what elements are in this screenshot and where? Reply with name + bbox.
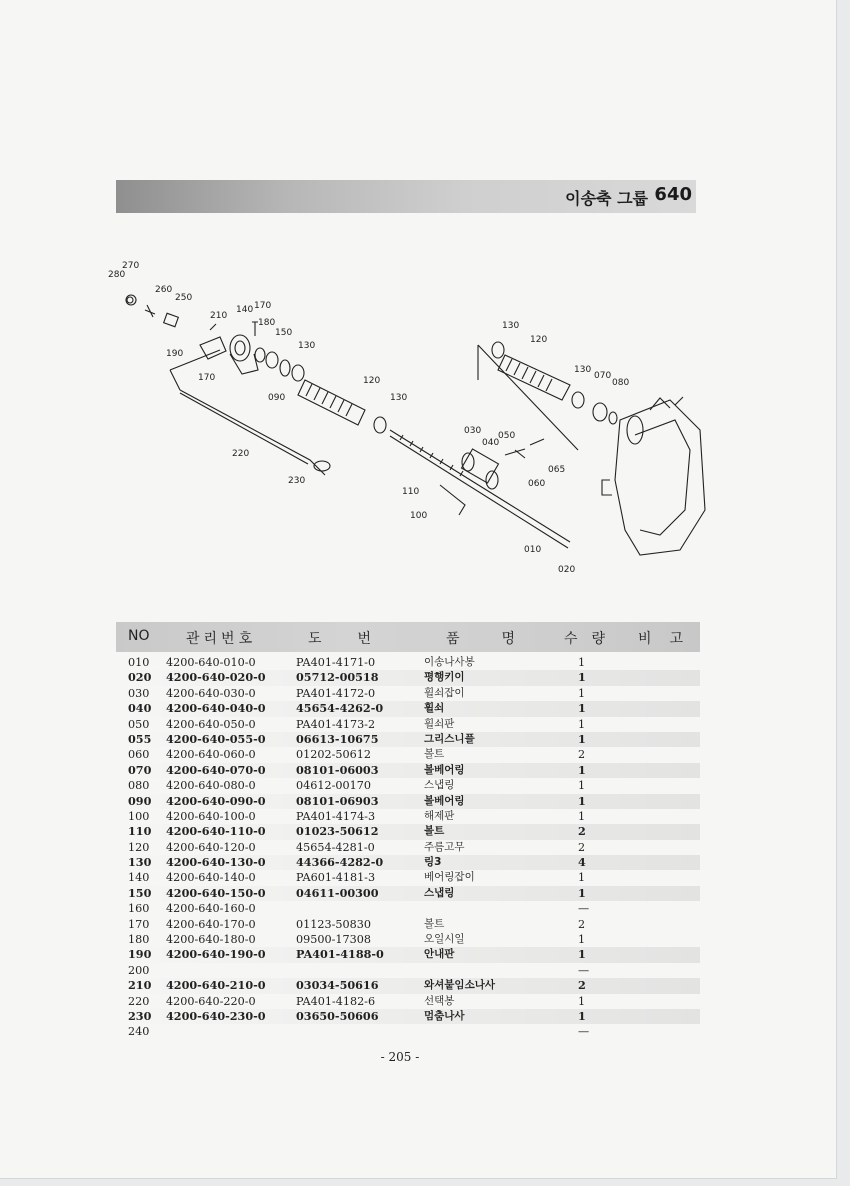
row-part-name: 해제판: [424, 809, 455, 822]
row-management-number: 4200-640-140-0: [166, 871, 256, 885]
part-130-b: [374, 417, 386, 433]
row-quantity: —: [578, 902, 590, 916]
table-row: [116, 870, 700, 885]
row-number: 030: [128, 686, 150, 700]
svg-text:150: 150: [275, 328, 293, 338]
svg-text:190: 190: [166, 349, 184, 359]
row-quantity: 1: [578, 994, 586, 1008]
row-quantity: 1: [578, 686, 586, 700]
svg-text:140: 140: [236, 305, 254, 315]
svg-text:080: 080: [612, 378, 630, 388]
table-row: [116, 717, 700, 732]
header-no: NO: [128, 628, 150, 644]
table-row: [116, 747, 700, 762]
part-220: [180, 390, 325, 475]
row-number: 170: [128, 917, 150, 931]
row-number: 200: [128, 963, 150, 977]
table-row: [116, 840, 700, 855]
part-130-d: [572, 392, 584, 408]
section-number: 640: [654, 184, 692, 205]
header-drawing-number: 도번: [308, 631, 408, 647]
row-management-number: 4200-640-170-0: [166, 917, 256, 931]
row-management-number: 4200-640-070-0: [166, 762, 266, 777]
svg-text:230: 230: [288, 476, 306, 486]
row-management-number: 4200-640-080-0: [166, 779, 256, 793]
svg-text:065: 065: [548, 465, 566, 475]
row-quantity: 1: [578, 793, 586, 808]
row-quantity: 1: [578, 779, 586, 793]
row-number: 210: [128, 978, 152, 993]
row-drawing-number: 05712-00518: [296, 670, 379, 685]
row-number: 050: [128, 717, 150, 731]
row-quantity: 1: [578, 1008, 586, 1023]
row-drawing-number: 01123-50830: [296, 917, 371, 931]
row-part-name: 스냅링: [424, 886, 455, 899]
row-quantity: 1: [578, 656, 586, 669]
row-part-name: 휠쇠: [424, 702, 445, 715]
row-drawing-number: 01023-50612: [296, 824, 379, 839]
row-part-name: 볼트: [424, 917, 445, 930]
row-management-number: 4200-640-010-0: [166, 656, 256, 669]
row-quantity: —: [578, 1025, 590, 1039]
row-number: 120: [128, 840, 150, 854]
svg-text:100: 100: [410, 511, 428, 521]
gearbox-housing: [602, 397, 705, 555]
row-number: 090: [128, 793, 152, 808]
row-drawing-number: 09500-17308: [296, 933, 371, 947]
row-management-number: 4200-640-220-0: [166, 994, 256, 1008]
table-row: [116, 917, 700, 932]
row-drawing-number: PA401-4182-6: [296, 994, 376, 1008]
svg-text:130: 130: [390, 393, 408, 403]
row-part-name: 휠쇠잡이: [424, 686, 465, 699]
row-management-number: 4200-640-210-0: [166, 978, 266, 993]
row-drawing-number: PA401-4173-2: [296, 717, 376, 731]
part-100: [440, 485, 465, 515]
row-part-name: 그리스니플: [424, 732, 475, 745]
row-drawing-number: 04612-00170: [296, 779, 371, 793]
svg-text:280: 280: [108, 270, 126, 280]
row-part-name: 오일시일: [424, 933, 465, 946]
svg-text:250: 250: [175, 293, 193, 303]
table-row: [116, 701, 700, 716]
row-quantity: 1: [578, 933, 586, 947]
row-number: 040: [128, 701, 152, 716]
row-management-number: 4200-640-060-0: [166, 748, 256, 762]
part-065: [530, 439, 544, 445]
diagram-part-labels: [108, 261, 629, 575]
table-row: [116, 932, 700, 947]
row-number: 070: [128, 762, 152, 777]
row-management-number: 4200-640-130-0: [166, 855, 266, 870]
row-management-number: 4200-640-110-0: [166, 824, 266, 839]
header-management-number: 관리번호: [186, 631, 257, 647]
header-quantity: 수량: [564, 631, 620, 647]
row-drawing-number: 45654-4281-0: [296, 840, 375, 854]
row-quantity: 1: [578, 762, 586, 777]
svg-text:050: 050: [498, 431, 516, 441]
row-quantity: 2: [578, 824, 586, 839]
part-190: [200, 337, 226, 359]
row-number: 190: [128, 947, 152, 962]
row-number: 140: [128, 871, 150, 885]
row-part-name: 스냅링: [424, 779, 455, 792]
part-130-a: [292, 365, 304, 381]
svg-text:270: 270: [122, 261, 140, 271]
row-quantity: —: [578, 963, 590, 977]
row-part-name: 베어링잡이: [424, 871, 475, 884]
table-row: [116, 855, 700, 870]
header-part-name: 품명: [446, 631, 558, 647]
row-drawing-number: PA401-4188-0: [296, 947, 384, 962]
table-row: [116, 978, 700, 993]
table-row: [116, 1024, 700, 1039]
svg-text:180: 180: [258, 318, 276, 328]
row-drawing-number: 03034-50616: [296, 978, 379, 993]
row-number: 150: [128, 885, 152, 900]
row-number: 180: [128, 933, 150, 947]
row-number: 020: [128, 670, 152, 685]
row-quantity: 1: [578, 731, 586, 746]
parts-drawing: [100, 250, 730, 595]
row-management-number: 4200-640-230-0: [166, 1008, 266, 1023]
page-number: - 205 -: [380, 1050, 420, 1064]
svg-text:030: 030: [464, 426, 482, 436]
table-row: [116, 886, 700, 901]
exploded-parts-diagram: [100, 250, 730, 595]
part-080: [609, 412, 617, 424]
table-row: [116, 901, 700, 916]
table-row: [116, 732, 700, 747]
row-quantity: 2: [578, 748, 586, 762]
parts-table-body: [116, 655, 700, 1040]
row-quantity: 2: [578, 840, 586, 854]
row-quantity: 1: [578, 871, 586, 885]
svg-text:020: 020: [558, 565, 576, 575]
part-150: [266, 352, 278, 368]
row-drawing-number: PA401-4171-0: [296, 656, 376, 669]
row-management-number: 4200-640-020-0: [166, 670, 266, 685]
part-120-left: [298, 380, 365, 425]
row-part-name: 휠쇠판: [424, 717, 455, 730]
row-quantity: 4: [578, 855, 586, 870]
svg-text:130: 130: [298, 341, 316, 351]
row-number: 055: [128, 731, 152, 746]
row-part-name: 볼트: [424, 825, 445, 838]
svg-text:070: 070: [594, 371, 612, 381]
part-050: [505, 449, 525, 458]
part-070: [593, 403, 607, 421]
row-part-name: 볼트: [424, 748, 445, 761]
row-management-number: 4200-640-150-0: [166, 885, 266, 900]
table-row: [116, 778, 700, 793]
section-header: [116, 180, 696, 213]
svg-text:170: 170: [198, 373, 216, 383]
svg-text:040: 040: [482, 438, 500, 448]
table-row: [116, 1009, 700, 1024]
header-remarks: 비고: [638, 631, 702, 647]
table-row: [116, 794, 700, 809]
row-quantity: 2: [578, 978, 586, 993]
row-drawing-number: PA401-4172-0: [296, 686, 376, 700]
row-management-number: 4200-640-100-0: [166, 809, 256, 823]
table-row: [116, 994, 700, 1009]
part-180: [255, 348, 265, 362]
svg-text:090: 090: [268, 393, 286, 403]
row-quantity: 1: [578, 947, 586, 962]
svg-text:010: 010: [524, 545, 542, 555]
row-number: 010: [128, 656, 150, 669]
row-drawing-number: PA401-4174-3: [296, 809, 376, 823]
svg-text:110: 110: [402, 487, 420, 497]
svg-text:130: 130: [502, 321, 520, 331]
row-quantity: 1: [578, 670, 586, 685]
svg-text:120: 120: [363, 376, 381, 386]
row-drawing-number: 03650-50606: [296, 1008, 379, 1023]
row-drawing-number: 01202-50612: [296, 748, 371, 762]
row-management-number: 4200-640-055-0: [166, 731, 266, 746]
row-number: 080: [128, 779, 150, 793]
row-management-number: 4200-640-190-0: [166, 947, 266, 962]
row-quantity: 1: [578, 885, 586, 900]
row-number: 100: [128, 809, 150, 823]
table-row: [116, 947, 700, 962]
svg-text:060: 060: [528, 479, 546, 489]
row-number: 240: [128, 1025, 150, 1039]
row-drawing-number: 06613-10675: [296, 731, 379, 746]
row-quantity: 2: [578, 917, 586, 931]
row-number: 110: [128, 824, 152, 839]
parts-table-header: [116, 622, 700, 652]
row-management-number: 4200-640-050-0: [166, 717, 256, 731]
row-drawing-number: 08101-06903: [296, 793, 379, 808]
row-management-number: 4200-640-180-0: [166, 933, 256, 947]
section-title: 이송축 그룹: [565, 189, 648, 208]
table-row: [116, 824, 700, 839]
row-part-name: 링3: [424, 856, 442, 869]
row-management-number: 4200-640-030-0: [166, 686, 256, 700]
row-quantity: 1: [578, 701, 586, 716]
row-number: 060: [128, 748, 150, 762]
part-130-c: [492, 342, 504, 358]
row-part-name: 볼베어링: [424, 763, 465, 776]
svg-text:170: 170: [254, 301, 272, 311]
row-drawing-number: 45654-4262-0: [296, 701, 384, 716]
row-part-name: 멈춤나사: [424, 1009, 465, 1022]
table-row: [116, 809, 700, 824]
row-quantity: 1: [578, 809, 586, 823]
part-030: [462, 449, 499, 489]
table-row: [116, 655, 700, 670]
row-drawing-number: 04611-00300: [296, 885, 379, 900]
part-140: [230, 335, 250, 361]
row-part-name: 안내판: [424, 948, 455, 961]
row-number: 160: [128, 902, 150, 916]
row-part-name: 주름고무: [424, 840, 465, 853]
row-part-name: 와셔붙임소나사: [424, 979, 496, 992]
row-number: 130: [128, 855, 152, 870]
row-number: 220: [128, 994, 150, 1008]
svg-text:120: 120: [530, 335, 548, 345]
row-management-number: 4200-640-040-0: [166, 701, 266, 716]
table-row: [116, 963, 700, 978]
row-drawing-number: PA601-4181-3: [296, 871, 376, 885]
row-part-name: 평행키이: [424, 671, 465, 684]
svg-text:260: 260: [155, 285, 173, 295]
table-row: [116, 763, 700, 778]
row-number: 230: [128, 1008, 152, 1023]
row-drawing-number: 08101-06003: [296, 762, 379, 777]
part-090: [280, 360, 290, 376]
row-part-name: 이송나사봉: [424, 656, 475, 668]
table-row: [116, 670, 700, 685]
part-280: [127, 297, 133, 303]
row-management-number: 4200-640-090-0: [166, 793, 266, 808]
svg-text:220: 220: [232, 449, 250, 459]
row-part-name: 볼베어링: [424, 794, 465, 807]
table-row: [116, 686, 700, 701]
row-management-number: 4200-640-120-0: [166, 840, 256, 854]
svg-text:210: 210: [210, 311, 228, 321]
part-250: [164, 313, 179, 327]
svg-text:130: 130: [574, 365, 592, 375]
row-management-number: 4200-640-160-0: [166, 902, 256, 916]
row-part-name: 선택봉: [424, 994, 455, 1007]
row-drawing-number: 44366-4282-0: [296, 855, 384, 870]
row-quantity: 1: [578, 717, 586, 731]
